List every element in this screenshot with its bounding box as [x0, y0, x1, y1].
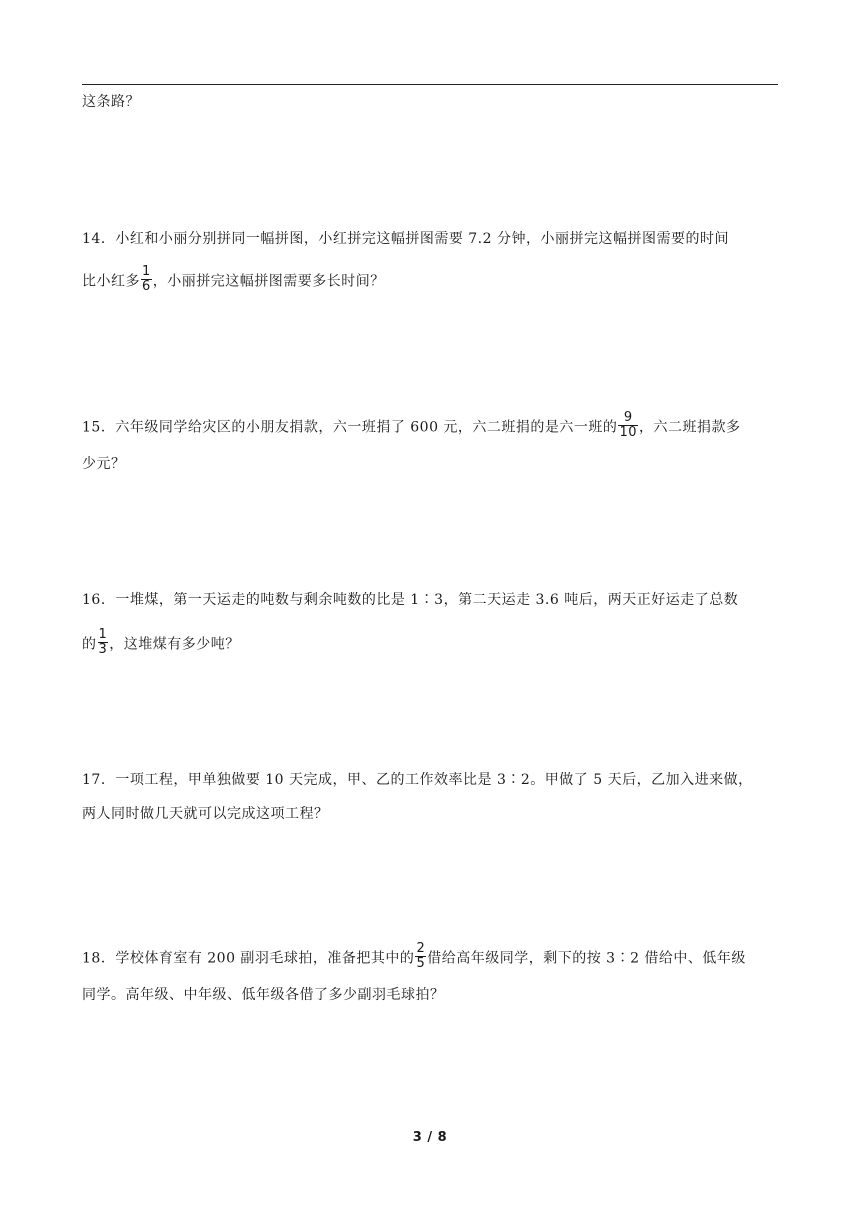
q15-line-1 [82, 410, 782, 441]
q16-frac-den: 3 [98, 642, 108, 657]
q15-text-post: ，六二班捐款多 [638, 419, 741, 436]
q18-line-1 [82, 941, 782, 972]
q14-text-pre: 比小红多 [82, 273, 140, 290]
q18-text-post: 借给高年级同学，剩下的按 3∶2 借给中、低年级 [427, 950, 746, 967]
page-number: 3 / 8 [412, 1130, 448, 1145]
q16-text-post: ，这堆煤有多少吨？ [109, 636, 240, 653]
q15-frac-den: 10 [619, 425, 637, 440]
q17-line-1: 17．一项工程，甲单独做要 10 天完成，甲、乙的工作效率比是 3∶2。甲做了 5 天后，乙加入进来做， [82, 772, 753, 788]
q14-line-1: 14．小红和小丽分别拼同一幅拼图，小红拼完这幅拼图需要 7.2 分钟，小丽拼完这幅拼图需要的时间 [82, 231, 729, 247]
q13-tail: 这条路？ [82, 94, 140, 110]
q16-text-pre: 的 [82, 636, 97, 653]
q14-frac-num: 1 [142, 264, 151, 279]
q18-frac-num: 2 [416, 941, 426, 956]
q14-text-post: ，小丽拼完这幅拼图需要多长时间？ [152, 273, 385, 290]
q14-frac-den: 6 [142, 279, 151, 294]
q15-text-pre: 15．六年级同学给灾区的小朋友捐款，六一班捐了 600 元，六二班捐的是六一班的 [82, 419, 618, 436]
q16-line-1: 16．一堆煤，第一天运走的吨数与剩余吨数的比是 1∶3，第二天运走 3.6 吨后，两天正好运走了总数 [82, 592, 739, 608]
q18-fraction [415, 943, 426, 970]
q14-fraction [141, 266, 152, 293]
q15-frac-num: 9 [618, 412, 638, 426]
q17-line-2: 两人同时做几天就可以完成这项工程？ [82, 806, 329, 822]
q18-frac-den: 5 [416, 956, 426, 971]
q16-line-2 [82, 627, 782, 658]
q15-fraction [618, 412, 638, 439]
q18-line-2: 同学。高年级、中年级、低年级各借了多少副羽毛球拍？ [82, 987, 445, 1003]
q15-line-2: 少元？ [82, 456, 126, 472]
q14-line-2 [82, 264, 782, 295]
q18-text-pre: 18．学校体育室有 200 副羽毛球拍，准备把其中的 [82, 950, 415, 967]
q16-fraction [98, 629, 109, 656]
header-rule [82, 84, 778, 85]
q16-frac-num: 1 [98, 627, 108, 642]
